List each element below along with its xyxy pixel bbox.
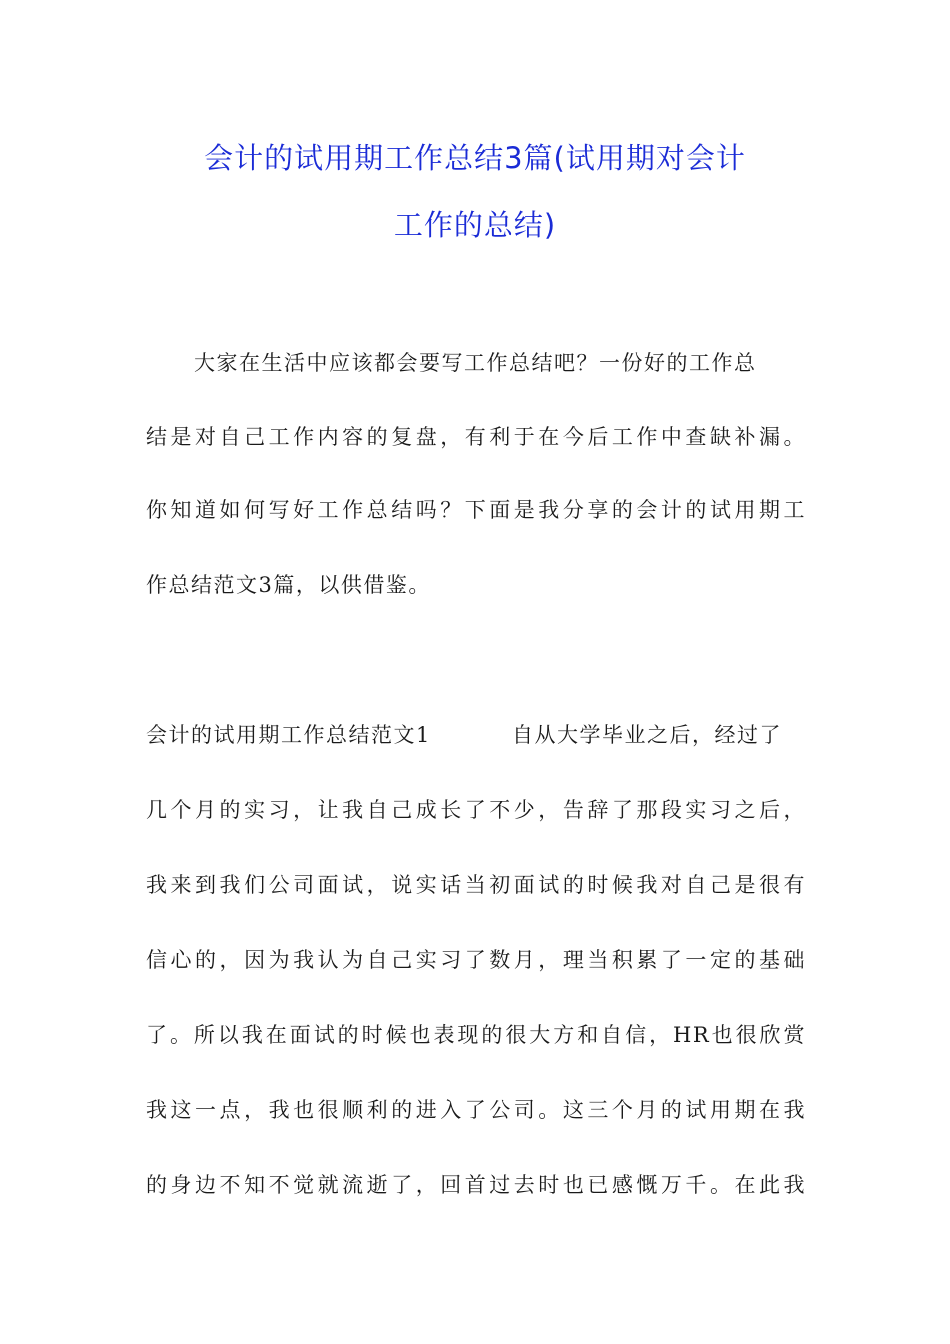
section-first-line: 自从大学毕业之后，经过了 <box>512 723 782 747</box>
intro-line-3: 你知道如何写好工作总结吗？下面是我分享的会计的试用期工 <box>146 498 806 522</box>
section-line-6: 我这一点，我也很顺利的进入了公司。这三个月的试用期在我 <box>146 1098 806 1122</box>
intro-line-1: 大家在生活中应该都会要写工作总结吧？一份好的工作总 <box>194 351 757 375</box>
section-line-7: 的身边不知不觉就流逝了，回首过去时也已感慨万千。在此我 <box>146 1173 806 1197</box>
section-line-2: 几个月的实习，让我自己成长了不少，告辞了那段实习之后， <box>146 798 806 822</box>
section-line-4: 信心的，因为我认为自己实习了数月，理当积累了一定的基础 <box>146 948 806 972</box>
document-title-line-1: 会计的试用期工作总结3篇(试用期对会计 <box>204 141 746 175</box>
intro-line-4: 作总结范文3篇，以供借鉴。 <box>146 573 431 597</box>
intro-line-2: 结是对自己工作内容的复盘，有利于在今后工作中查缺补漏。 <box>146 425 806 449</box>
section-heading: 会计的试用期工作总结范文1 <box>146 723 431 747</box>
document-title-line-2: 工作的总结) <box>393 208 557 242</box>
section-line-3: 我来到我们公司面试，说实话当初面试的时候我对自己是很有 <box>146 873 806 897</box>
section-line-5: 了。所以我在面试的时候也表现的很大方和自信，HR也很欣赏 <box>146 1023 806 1047</box>
